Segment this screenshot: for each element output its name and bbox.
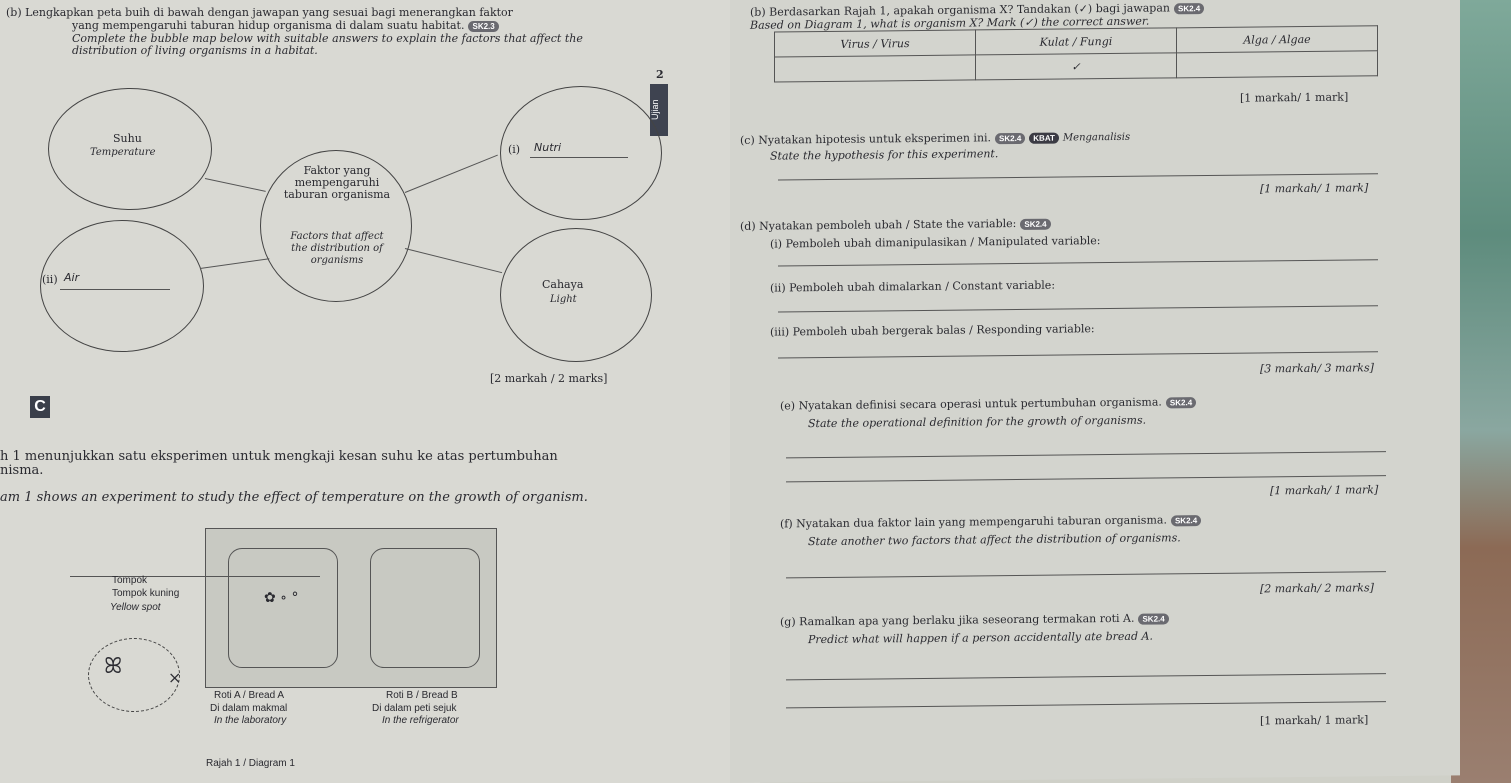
connector-temperature — [205, 178, 266, 192]
bread-b-label: Roti B / Bread B — [386, 690, 458, 701]
bread-b-loc-en: In the refrigerator — [382, 715, 459, 726]
answer-i-label: (i) — [508, 143, 521, 156]
table-header: Kulat / Fungi — [975, 28, 1176, 55]
question-e: (e) Nyatakan definisi secara operasi untuk pertumbuhan organisma. SK2.4 — [780, 395, 1196, 412]
marks-f: [2 markah/ 2 marks] — [1260, 581, 1374, 596]
bubble-centre-en: Factors that affect the distribution of organisms — [290, 231, 384, 266]
intro-en: am 1 shows an experiment to study the effect of temperature on the growth of organism. — [0, 490, 588, 505]
answer-i-line — [530, 157, 628, 158]
answer-line-g-1[interactable] — [786, 673, 1386, 680]
marks-d: [3 markah/ 3 marks] — [1260, 361, 1374, 376]
question-d-i: (i) Pemboleh ubah dimanipulasikan / Manipulated variable: — [770, 234, 1101, 251]
connector-answer-i — [405, 155, 498, 193]
bubble-temperature-en: Temperature — [90, 147, 156, 158]
magnified-fungi — [88, 638, 180, 712]
question-b-right-en: Based on Diagram 1, what is organism X? Mark (✓) the correct answer. — [750, 14, 1150, 32]
answer-ii-line — [60, 289, 170, 290]
question-g-en: Predict what will happen if a person accidentally ate bread A. — [808, 629, 1153, 647]
right-page — [730, 0, 1460, 783]
marks-e: [1 markah/ 1 mark] — [1270, 483, 1379, 498]
question-g: (g) Ramalkan apa yang berlaku jika seseorang termakan roti A. SK2.4 — [780, 611, 1169, 628]
bread-a-label: Roti A / Bread A — [214, 690, 285, 701]
bread-a-shape — [228, 548, 338, 668]
answer-line-g-2[interactable] — [786, 701, 1386, 708]
page-number: 2 — [656, 68, 664, 81]
question-f-en: State another two factors that affect the distribution of organisms. — [808, 531, 1181, 549]
bread-b-shape — [370, 548, 480, 668]
section-c-label: C — [30, 396, 50, 418]
bubble-temperature-ms: Suhu — [113, 132, 142, 145]
bread-b-loc-ms: Di dalam peti sejuk — [372, 703, 457, 714]
bubble-centre-ms: Faktor yang mempengaruhi taburan organisma — [283, 164, 391, 201]
answer-cell-virus[interactable] — [775, 55, 976, 82]
organism-table — [774, 25, 1378, 82]
answer-line-d-i[interactable] — [778, 259, 1378, 266]
background-edge — [1451, 0, 1511, 783]
marks-c: [1 markah/ 1 mark] — [1260, 181, 1369, 196]
bubble-light-en: Light — [550, 294, 577, 305]
question-b-line2: yang mempengaruhi taburan hidup organisma di dalam suatu habitat. SK2.3 — [72, 19, 499, 32]
side-tab: Ujian — [650, 84, 668, 136]
connector-answer-ii — [200, 258, 269, 269]
answer-ii-handwritten: Air — [64, 271, 80, 284]
answer-line-e-2[interactable] — [786, 475, 1386, 482]
table-header: Alga / Algae — [1176, 26, 1377, 53]
answer-line-d-iii[interactable] — [778, 351, 1378, 358]
question-b-right: (b) Berdasarkan Rajah 1, apakah organisma X? Tandakan (✓) bagi jawapan SK2.4 — [750, 1, 1204, 19]
spot-label-ms: Tompok kuning — [112, 588, 180, 599]
intro-ms-2: nisma. — [0, 463, 44, 478]
marks-table: [1 markah/ 1 mark] — [1240, 90, 1349, 105]
question-e-en: State the operational definition for the growth of organisms. — [808, 413, 1147, 431]
bubble-answer-ii — [40, 220, 204, 352]
question-b-en1: Complete the bubble map below with suitable answers to explain the factors that affect the — [72, 32, 583, 45]
marks-g: [1 markah/ 1 mark] — [1260, 713, 1369, 728]
answer-line-f[interactable] — [786, 571, 1386, 578]
bubble-light-ms: Cahaya — [542, 278, 584, 291]
x-marker: × — [168, 668, 182, 687]
question-d-ii: (ii) Pemboleh ubah dimalarkan / Constant variable: — [770, 278, 1056, 295]
spot-label-ms-1: Tompok — [112, 575, 148, 586]
answer-i-handwritten: Nutri — [534, 141, 562, 154]
diagram-caption: Rajah 1 / Diagram 1 — [206, 758, 295, 769]
question-d-iii: (iii) Pemboleh ubah bergerak balas / Responding variable: — [770, 322, 1095, 339]
answer-line-e-1[interactable] — [786, 451, 1386, 458]
question-c-en: State the hypothesis for this experiment. — [770, 147, 999, 163]
mold-spots-icon: ✿ ∘ ° — [264, 590, 299, 606]
answer-line-c[interactable] — [778, 173, 1378, 180]
question-f: (f) Nyatakan dua faktor lain yang mempengaruhi taburan organisma. SK2.4 — [780, 513, 1201, 530]
bubble-answer-i — [500, 86, 662, 220]
connector-light — [405, 248, 502, 273]
answer-ii-label: (ii) — [42, 273, 58, 286]
spot-label-en: Yellow spot — [110, 602, 161, 613]
table-header: Virus / Virus — [775, 30, 976, 57]
skill-badge: SK2.3 — [468, 21, 498, 32]
question-c: (c) Nyatakan hipotesis untuk eksperimen ini. SK2.4 KBAT Menganalisis — [740, 131, 1131, 147]
question-b-title: (b) Lengkapkan peta buih di bawah dengan jawapan yang sesuai bagi menerangkan faktor — [6, 6, 513, 19]
spot-pointer — [70, 576, 320, 577]
intro-ms-1: h 1 menunjukkan satu eksperimen untuk mengkaji kesan suhu ke atas pertumbuhan — [0, 449, 558, 464]
answer-cell-fungi[interactable]: ✓ — [975, 53, 1176, 80]
answer-line-d-ii[interactable] — [778, 305, 1378, 312]
bread-a-loc-ms: Di dalam makmal — [210, 703, 288, 714]
marks-b: [2 markah / 2 marks] — [490, 372, 608, 385]
bread-a-loc-en: In the laboratory — [214, 715, 287, 726]
question-d: (d) Nyatakan pemboleh ubah / State the variable: SK2.4 — [740, 217, 1051, 233]
question-b-en2: distribution of living organisms in a habitat. — [72, 44, 318, 57]
answer-cell-algae[interactable] — [1176, 51, 1377, 78]
fungi-icon: ꕤ — [104, 654, 123, 679]
